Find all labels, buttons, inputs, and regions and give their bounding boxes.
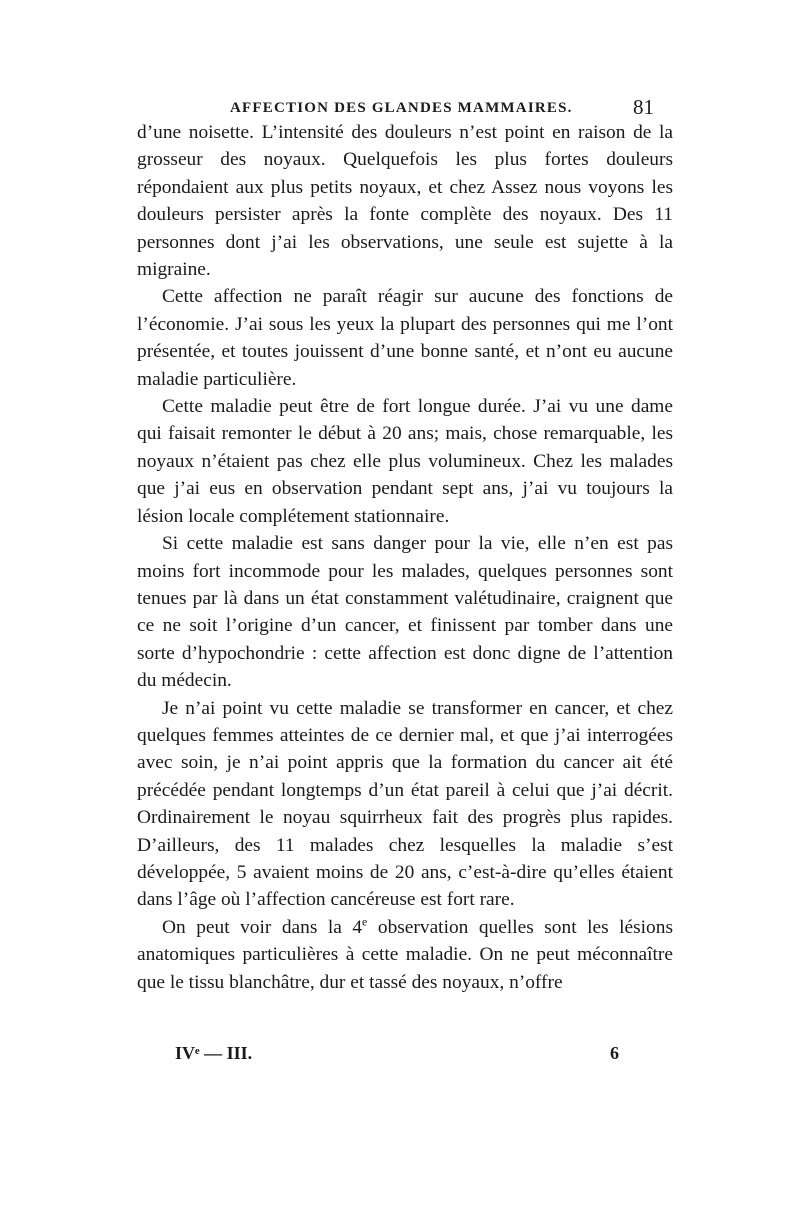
ordinal-superscript: e (362, 914, 368, 929)
paragraph-4: Si cette maladie est sans danger pour la vie, elle n’en est pas moins fort incommode pour les malades, quelques personnes sont tenues par là dans un état constamment valétudinaire, craignent que ce ne soit l’origine d’un cancer, et finissent par tomber dans une sorte d’hypochondrie : cette affection est donc digne de l’attention du médecin. (137, 533, 673, 692)
body-text (137, 119, 673, 996)
running-title: AFFECTION DES GLANDES MAMMAIRES. (230, 100, 573, 116)
running-head (138, 96, 658, 120)
paragraph-6-start: On peut voir dans la 4 (162, 916, 363, 938)
paragraph-2: Cette affection ne paraît réagir sur aucune des fonctions de l’économie. J’ai sous les yeux la plupart des personnes qui me l’ont présentée, et toutes jouissent d’une bonne santé, et n’ont eu aucune maladie particulière. (137, 286, 673, 390)
paragraph-1: d’une noisette. L’intensité des douleurs n’est point en raison de la grosseur des noyaux. Quelquefois les plus fortes douleurs répondaient aux plus petits noyaux, et chez Assez nous voyons les douleurs persister après la fonte complète des noyaux. Des 11 personnes dont j’ai les observations, une seule est sujette à la migraine. (137, 122, 673, 281)
paragraph-6-rest: observation quelles sont les lésions anatomiques particulières à cette maladie. On ne peut méconnaître que le tissu blanchâtre, dur et tassé des noyaux, n’offre (137, 916, 673, 993)
signature-number: 6 (610, 1043, 619, 1063)
paragraph-3: Cette maladie peut être de fort longue durée. J’ai vu une dame qui faisait remonter le début à 20 ans; mais, chose remarquable, les noyaux n’étaient pas chez elle plus volumineux. Chez les malades que j’ai eus en observation pendant sept ans, j’ai vu toujours la lésion locale complétement stationnaire. (137, 396, 673, 527)
page-number: 81 (633, 95, 654, 119)
printer-signature-mark: IVᵉ — III. (175, 1043, 253, 1063)
paragraph-6 (137, 914, 673, 996)
paragraph-5: Je n’ai point vu cette maladie se transformer en cancer, et chez quelques femmes atteintes de ce dernier mal, et que j’ai interrogées avec soin, je n’ai point appris que la formation du cancer ait été précédée pendant longtemps d’un état pareil à celui que j’ai décrit. Ordinairement le noyau squirrheux fait des progrès plus rapides. D’ailleurs, des 11 malades chez lesquelles la maladie s’est développée, 5 avaient moins de 20 ans, c’est-à-dire qu’elles étaient dans l’âge où l’affection cancéreuse est fort rare. (137, 697, 673, 911)
